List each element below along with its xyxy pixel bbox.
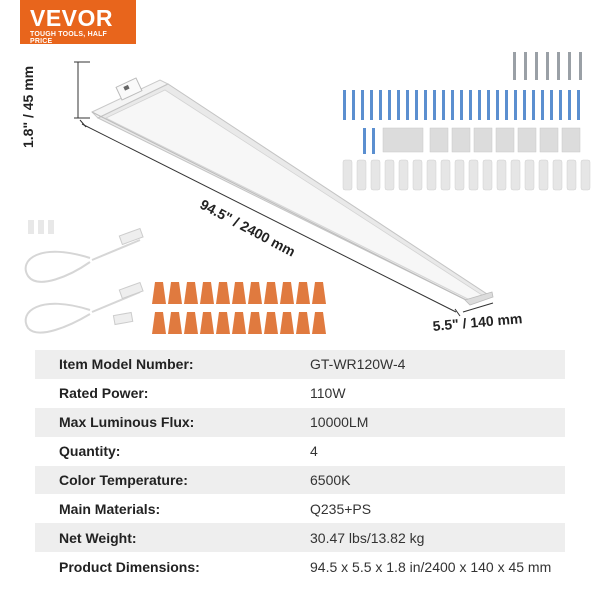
width-dimension: 5.5" / 140 mm <box>432 310 523 334</box>
brand-name: VEVOR <box>30 5 114 31</box>
spec-value: 6500K <box>286 466 565 495</box>
spec-value: 110W <box>286 379 565 408</box>
spec-label: Rated Power: <box>35 379 286 408</box>
spec-row <box>35 466 565 495</box>
spec-label: Color Temperature: <box>35 466 286 495</box>
spec-row <box>35 552 565 581</box>
screw-set <box>343 52 590 190</box>
spec-label: Product Dimensions: <box>35 552 286 581</box>
spec-label: Quantity: <box>35 437 286 466</box>
spec-row <box>35 523 565 552</box>
spec-row <box>35 350 565 379</box>
wire-nuts <box>152 282 326 334</box>
spec-value: 4 <box>286 437 565 466</box>
spec-row <box>35 408 565 437</box>
brand-tagline: TOUGH TOOLS, HALF PRICE <box>30 31 108 45</box>
linking-cables <box>26 220 143 333</box>
spec-value: 10000LM <box>286 408 565 437</box>
spec-value: GT-WR120W-4 <box>286 350 565 379</box>
spec-row <box>35 437 565 466</box>
spec-value: 94.5 x 5.5 x 1.8 in/2400 x 140 x 45 mm <box>286 552 565 581</box>
spec-value: Q235+PS <box>286 494 565 523</box>
spec-row <box>35 494 565 523</box>
length-dimension: 94.5" / 2400 mm <box>197 196 299 260</box>
led-shop-light <box>92 78 493 305</box>
spec-row <box>35 379 565 408</box>
spec-label: Max Luminous Flux: <box>35 408 286 437</box>
spec-value: 30.47 lbs/13.82 kg <box>286 523 565 552</box>
height-dimension: 1.8" / 45 mm <box>20 65 36 148</box>
spec-label: Main Materials: <box>35 494 286 523</box>
spec-label: Item Model Number: <box>35 350 286 379</box>
spec-label: Net Weight: <box>35 523 286 552</box>
spec-table <box>35 350 565 581</box>
